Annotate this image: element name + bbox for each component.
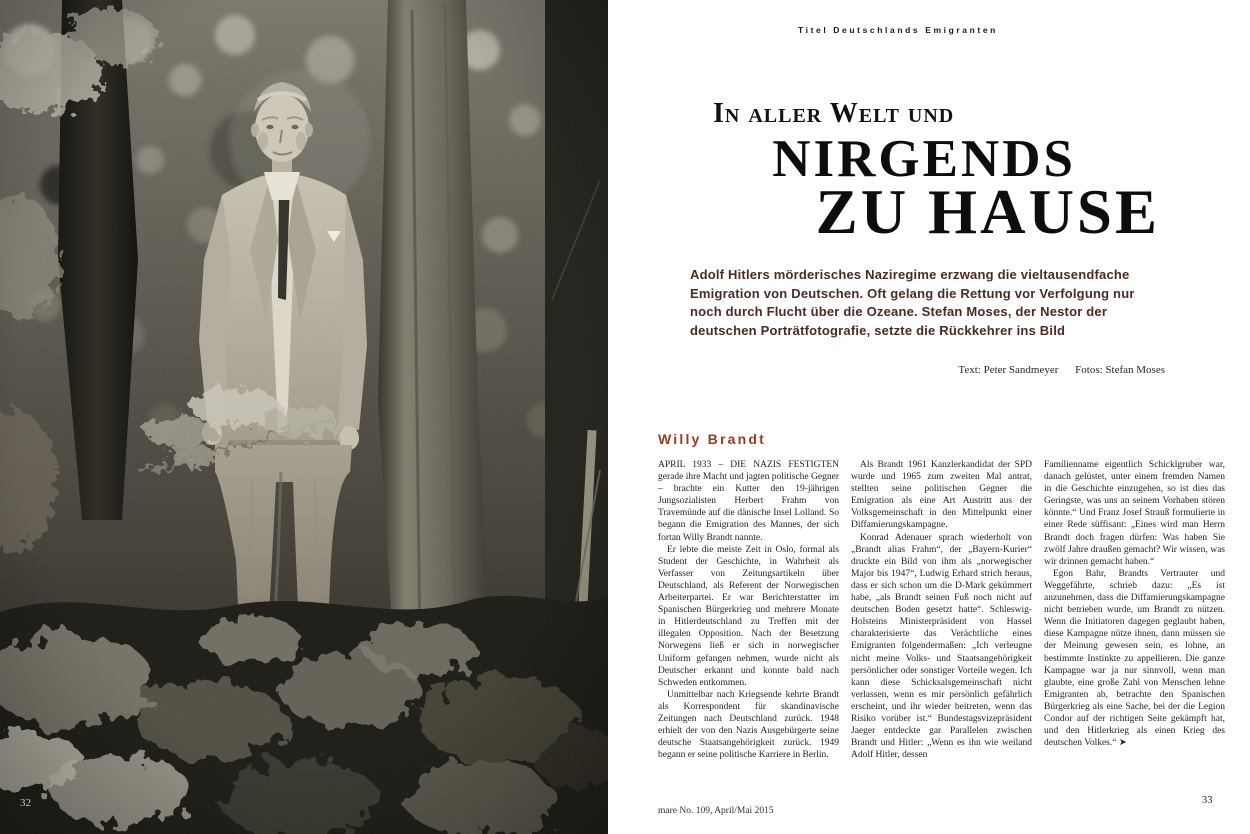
standfirst: Adolf Hitlers mörderisches Naziregime erzwang die vieltausendfache Emigration von Deutschen. Oft gelang die Rettung vor Verfolgung nur noch durch Flucht über die Ozeane. Stefan Moses, der Nestor der deutschen Porträtfotografie, setzte die Rückkehrer ins Bild bbox=[690, 267, 1135, 338]
article-column-2 bbox=[851, 459, 1032, 761]
photo-page bbox=[0, 0, 608, 834]
kicker: Titel Deutschlands Emigranten bbox=[798, 25, 998, 35]
page-number-right: 33 bbox=[1202, 795, 1213, 806]
journal-footer: mare No. 109, April/Mai 2015 bbox=[658, 806, 774, 816]
article-column-3 bbox=[1044, 459, 1225, 761]
paragraph: Er lebte die meiste Zeit in Oslo, formal als Student der Geschichte, in Wahrheit als Verfasser von Zeitungsartikeln über Deutschland, als Referent der Norwegischen Arbeiterpartei. Er war Berichterstatter im Spanischen Bürgerkrieg und mehrere Monate in Hitlerdeutschland zu Treffen mit der illegalen Opposition. Nach der Besetzung Norwegens ließ er sich in norwegischer Uniform gefangen nehmen, wurde nicht als Deutscher erkannt und konnte bald nach Schweden entkommen. bbox=[658, 544, 839, 688]
article-page bbox=[608, 0, 1250, 834]
article-column-1 bbox=[658, 459, 839, 761]
section-title: Willy Brandt bbox=[658, 431, 766, 447]
paragraph: Familienname eigentlich Schicklgruber war, danach gelüstet, unter einem fremden Namen in die Geschichte einzugehen, so ist dies das Geringste, was uns an seinem Vorhaben stören könnte.“ Und Franz Josef Strauß formulierte in einer Rede süffisant: „Eines wird man Herrn Brandt doch fragen dürfen: Was haben Sie zwölf Jahre draußen gemacht? Wir wissen, was wir drinnen gemacht haben.“ bbox=[1044, 460, 1225, 567]
willy-brandt-forest-photo bbox=[0, 0, 608, 834]
article-body bbox=[658, 459, 1225, 761]
page-title-line-1: In aller Welt und bbox=[713, 98, 955, 129]
page-title-line-3: ZU HAUSE bbox=[815, 177, 1160, 247]
paragraph: Konrad Adenauer sprach wiederholt von „Brandt alias Frahm“, der „Bayern-Kurier“ druckte ein Bild von ihm als „norwegischer Major bis 1947“, Ludwig Erhard strich heraus, dass er sich schon um die D-Mark gekümmert habe, „als Brandt seinen Fuß noch nicht auf deutschen Boden gesetzt hatte“. Schleswig-Holsteins Ministerpräsident von Hassel charakterisierte das Verächtliche eines Emigranten folgendermaßen: „Ich verleugne nicht meine Volks- und Staatsangehörigkeit persönlicher oder sonstiger Vorteile wegen. Ich kann diese Schicksalsgemeinschaft nicht verlassen, wenn es mir persönlich gefährlich erscheint, und ihr wieder beitreten, wenn das Risiko vorüber ist.“ Bundestagsvizepräsident Jaeger entdeckte gar Parallelen zwischen Brandt und Hitler: „Wenn es ihn wie weiland Adolf Hitler, dessen bbox=[851, 532, 1032, 761]
paragraph: Egon Bahr, Brandts Vertrauter und Weggefährte, schrieb dazu: „Es ist anzunehmen, dass die Diffamierungskampagne nicht betrieben wurde, um Brandt zu nützen. Wenn die Initiatoren dagegen geglaubt haben, diese Kampagne nütze ihnen, dann müssen sie der Meinung gewesen sein, es lohne, an bestimmte Instinkte zu appellieren. Die ganze Kampagne war ja nur sinnvoll, wenn man glaubte, eine große Zahl von Menschen lehne Emigranten ab, betrachte den Spanischen Bürgerkrieg als eine Sache, bei der die Legion Condor auf der richtigen Seite gekämpft hat, und den Hitlerkrieg als einen Krieg des deutschen Volkes.“ ➤ bbox=[1044, 568, 1225, 749]
paragraph: Als Brandt 1961 Kanzlerkandidat der SPD wurde und 1965 zum zweiten Mal antrat, stellten seine politischen Gegner die Emigration als eine Art Austritt aus der Volksgemeinschaft in den Mittelpunkt einer Diffamierungskampagne. bbox=[851, 460, 1032, 531]
photo-credit: Fotos: Stefan Moses bbox=[1075, 364, 1165, 376]
text-credit: Text: Peter Sandmeyer bbox=[958, 364, 1059, 376]
paragraph: APRIL 1933 – DIE NAZIS FESTIGTEN gerade ihre Macht und jagten politische Gegner – brachte ein Kutter den 19-jährigen Jungsozialisten Herbert Frahm von Travemünde auf die dänische Insel Lolland. So begann die Emigration des Mannes, der sich fortan Willy Brandt nannte. bbox=[658, 460, 839, 543]
film-grain bbox=[0, 0, 608, 834]
byline bbox=[944, 364, 1165, 376]
page-number-left: 32 bbox=[20, 797, 31, 809]
page-title-line-2: NIRGENDS bbox=[772, 130, 1076, 188]
paragraph: Unmittelbar nach Kriegsende kehrte Brandt als Korrespondent für skandinavische Zeitungen nach Deutschland zurück. 1948 erhielt der von den Nazis Ausgebürgerte seine deutsche Staatsangehörigkeit zurück. 1949 begann er seine politische Karriere in Berlin. bbox=[658, 689, 839, 761]
